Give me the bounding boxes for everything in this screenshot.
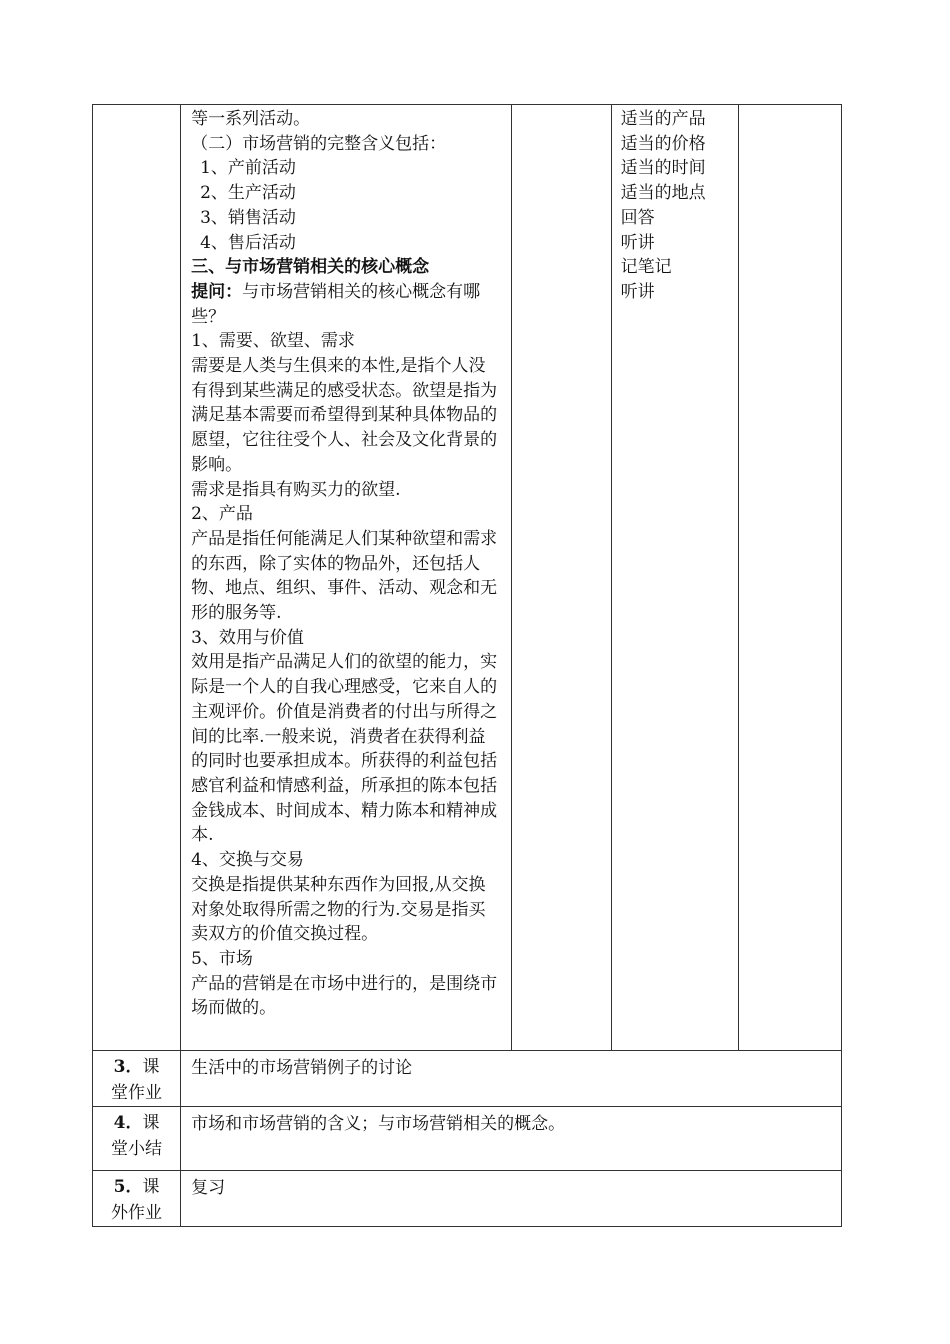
content-line: 4、售后活动	[200, 232, 296, 253]
empty-method-cell	[511, 105, 611, 1051]
activity-line: 回答	[620, 207, 655, 228]
question-text: 与市场营销相关的核心概念有哪些？	[191, 281, 481, 327]
row-label: 4．课 堂小结	[93, 1107, 181, 1171]
empty-notes-cell	[738, 105, 841, 1051]
activity-line: 适当的价格	[620, 133, 706, 154]
row-label: 5．课 外作业	[93, 1171, 181, 1227]
activity-line: 记笔记	[620, 257, 672, 278]
after-class-homework-row	[93, 1171, 842, 1227]
content-line: 5、市场	[191, 948, 253, 969]
classroom-summary-row	[93, 1107, 842, 1171]
content-line: 3、销售活动	[200, 207, 296, 228]
content-paragraph: 交换是指提供某种东西作为回报,从交换对象处取得所需之物的行为.交易是指买卖双方的价值交换过程。	[191, 874, 486, 945]
activity-line: 适当的产品	[620, 109, 706, 129]
question-paragraph	[191, 280, 498, 329]
content-line: 等一系列活动。	[191, 109, 311, 129]
content-line: 2、生产活动	[200, 183, 296, 204]
content-line: 1、产前活动	[200, 158, 296, 179]
content-line: 1、需要、欲望、需求	[191, 331, 355, 352]
activity-line: 适当的时间	[620, 158, 706, 179]
activity-line: 听讲	[620, 281, 655, 302]
row-label: 3．课 堂作业	[93, 1051, 181, 1107]
activity-line: 听讲	[620, 232, 655, 253]
teaching-content-cell	[181, 105, 511, 1051]
content-line: 4、交换与交易	[191, 850, 304, 871]
content-line: 2、产品	[191, 504, 253, 525]
content-paragraph: 产品的营销是在市场中进行的，是围绕市场而做的。	[191, 973, 498, 1019]
content-paragraph: 需要是人类与生俱来的本性,是指个人没有得到某些满足的感受状态。欲望是指为满足基本需要而希望得到某种具体物品的愿望，它往往受个人、社会及文化背景的影响。	[191, 356, 498, 475]
student-activity-cell	[611, 105, 738, 1051]
activity-line: 适当的地点	[620, 183, 706, 204]
row-content: 生活中的市场营销例子的讨论	[181, 1051, 842, 1107]
empty-label-cell	[93, 105, 181, 1051]
row-content: 市场和市场营销的含义；与市场营销相关的概念。	[181, 1107, 842, 1171]
content-paragraph: 产品是指任何能满足人们某种欲望和需求的东西，除了实体的物品外，还包括人物、地点、组织、事件、活动、观念和无形的服务等.	[191, 528, 498, 624]
content-line: 3、效用与价值	[191, 627, 304, 648]
teaching-content-row	[93, 105, 842, 1051]
section-heading: 三、与市场营销相关的核心概念	[191, 257, 430, 278]
content-line: （二）市场营销的完整含义包括：	[191, 133, 447, 154]
lesson-plan-table	[92, 104, 842, 1227]
question-label: 提问：	[191, 281, 243, 302]
row-content: 复习	[181, 1171, 842, 1227]
content-line: 需求是指具有购买力的欲望.	[191, 479, 401, 500]
classroom-homework-row	[93, 1051, 842, 1107]
content-paragraph: 效用是指产品满足人们的欲望的能力，实际是一个人的自我心理感受，它来自人的主观评价。价值是消费者的付出与所得之间的比率.一般来说，消费者在获得利益的同时也要承担成本。所获得的利益包括感官利益和情感利益，所承担的陈本包括金钱成本、时间成本、精力陈本和精神成本.	[191, 652, 498, 846]
